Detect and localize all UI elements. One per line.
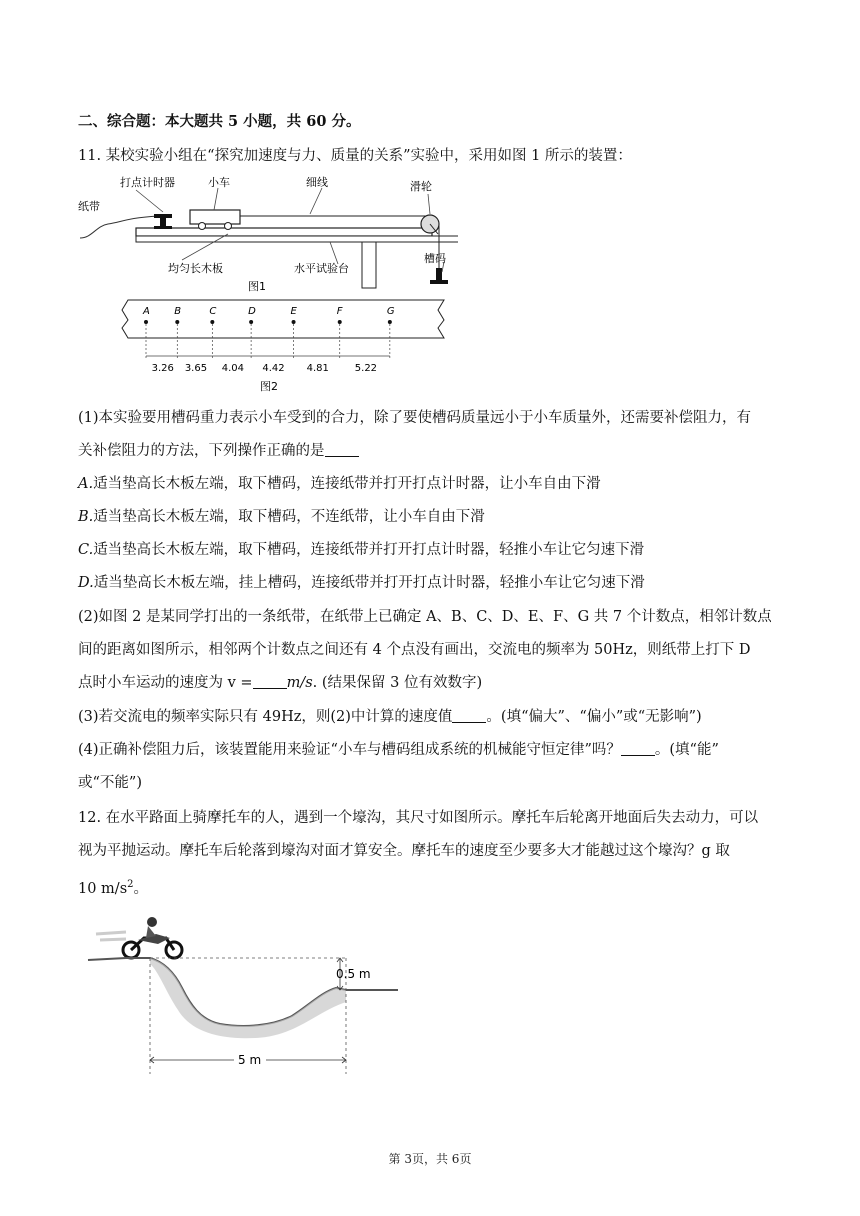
q11-p1-line2: [78, 441, 784, 461]
q11-p2-line3: [78, 673, 784, 693]
tape-point: [249, 320, 253, 324]
tape-distance-label: 4.42: [262, 363, 285, 374]
option-c-letter: C.: [78, 542, 94, 558]
q12-line3: [78, 875, 784, 899]
apparatus-figure: [78, 172, 458, 297]
q11-p2-text: 点时小车运动的速度为 v =: [78, 675, 253, 691]
label-string: 细线: [306, 176, 328, 189]
answer-blank: [325, 442, 359, 457]
tape-distance-label: 3.26: [151, 363, 174, 374]
timer-icon: [154, 226, 172, 229]
answer-blank: [621, 741, 655, 756]
q11-p2-line2: 间的距离如图所示，相邻两个计数点之间还有 4 个点没有画出，交流电的频率为 50Hz，则纸带上打下 D: [78, 642, 751, 658]
car: [190, 210, 240, 224]
tape-point-label: D: [248, 306, 256, 317]
tape-distance-label: 4.04: [221, 363, 244, 374]
weight-icon: [436, 268, 442, 280]
option-c: [78, 540, 784, 560]
label-tape: 纸带: [78, 200, 100, 213]
q11-p2-line1: (2)如图 2 是某同学打出的一条纸带，在纸带上已确定 A、B、C、D、E、F、G 共 7 个计数点，相邻计数点: [78, 609, 772, 625]
option-a-text: 适当垫高长木板左端，取下槽码，连接纸带并打开打点计时器，让小车自由下滑: [93, 476, 601, 492]
q12-g-exponent: 2: [127, 879, 134, 890]
label-weight: 槽码: [424, 252, 446, 265]
section-title: 二、综合题：本大题共 5 小题，共 60 分。: [78, 113, 361, 130]
tape-distance-label: 3.65: [184, 363, 208, 374]
option-d: [78, 573, 784, 593]
label-board: 均匀长木板: [168, 262, 223, 275]
tape-distance-label: 4.81: [306, 363, 329, 374]
tape-point-label: G: [386, 306, 395, 317]
tape-point-label: A: [143, 306, 150, 317]
motorcycle-icon: [123, 917, 182, 958]
tape-point-label: B: [174, 306, 182, 317]
unit-ms: m/s: [286, 675, 313, 691]
tape-point-label: C: [209, 306, 217, 317]
q12-line1: 12. 在水平路面上骑摩托车的人，遇到一个壕沟，其尺寸如图所示。摩托车后轮离开地面后失去动力，可以: [78, 810, 759, 826]
width-label: 5 m: [238, 1053, 262, 1067]
fig1-caption: 图1: [248, 280, 266, 293]
option-d-letter: D.: [78, 575, 94, 591]
q11-p3-note: 。(填“偏大”、“偏小”或“无影响”): [486, 709, 702, 725]
q11-p4-note: 。(填“能”: [654, 742, 719, 758]
page-footer: 第 3页，共 6页: [388, 1152, 472, 1166]
q11-p1-text: 关补偿阻力的方法，下列操作正确的是: [78, 443, 325, 459]
ditch-figure: [86, 912, 406, 1078]
answer-blank: [253, 674, 287, 689]
label-table: 水平试验台: [294, 262, 349, 275]
tape-point-label: E: [290, 306, 297, 317]
tape-figure: [118, 298, 448, 394]
option-b-letter: B.: [78, 509, 94, 525]
q12-g-value: 10 m/s: [78, 880, 128, 897]
option-c-text: 适当垫高长木板左端，取下槽码，连接纸带并打开打点计时器，轻推小车让它匀速下滑: [93, 542, 645, 558]
q11-p3: [78, 707, 784, 727]
tape-point: [388, 320, 392, 324]
option-a-letter: A.: [78, 476, 94, 492]
q12-end: 。: [133, 880, 149, 897]
q11-p4-line2: 或“不能”): [78, 775, 142, 791]
label-car: 小车: [208, 176, 230, 189]
tape-point: [292, 320, 296, 324]
q11-p1-line1: (1)本实验要用槽码重力表示小车受到的合力，除了要使槽码质量远小于小车质量外，还需要补偿阻力，有: [78, 410, 752, 426]
tape-point-label: F: [336, 306, 343, 317]
board: [136, 228, 432, 236]
table-top: [136, 236, 458, 242]
tape-point: [210, 320, 214, 324]
label-pulley: 滑轮: [410, 180, 432, 193]
tape-point: [338, 320, 342, 324]
q11-stem: 11. 某校实验小组在“探究加速度与力、质量的关系”实验中，采用如图 1 所示的装置：: [78, 148, 632, 164]
q11-p4-line1: [78, 740, 784, 760]
table-leg: [362, 242, 376, 288]
option-d-text: 适当垫高长木板左端，挂上槽码，连接纸带并打开打点计时器，轻推小车让它匀速下滑: [93, 575, 645, 591]
tape-point: [144, 320, 148, 324]
tape-distance-label: 5.22: [354, 363, 378, 374]
option-b-text: 适当垫高长木板左端，取下槽码，不连纸带，让小车自由下滑: [93, 509, 485, 525]
option-a: [78, 474, 784, 494]
height-label: 0.5 m: [336, 967, 371, 981]
option-b: [78, 507, 784, 527]
tape-point: [175, 320, 179, 324]
fig2-caption: 图2: [260, 380, 278, 393]
q11-p3-text: (3)若交流电的频率实际只有 49Hz，则(2)中计算的速度值: [78, 709, 453, 725]
answer-blank: [452, 708, 486, 723]
q11-p2-note: . (结果保留 3 位有效数字): [312, 675, 483, 691]
q11-p4-text: (4)正确补偿阻力后，该装置能用来验证“小车与槽码组成系统的机械能守恒定律”吗？: [78, 742, 621, 758]
q12-line2: 视为平抛运动。摩托车后轮落到壕沟对面才算安全。摩托车的速度至少要多大才能越过这个壕沟？g 取: [78, 843, 730, 859]
label-timer: 打点计时器: [120, 176, 175, 189]
